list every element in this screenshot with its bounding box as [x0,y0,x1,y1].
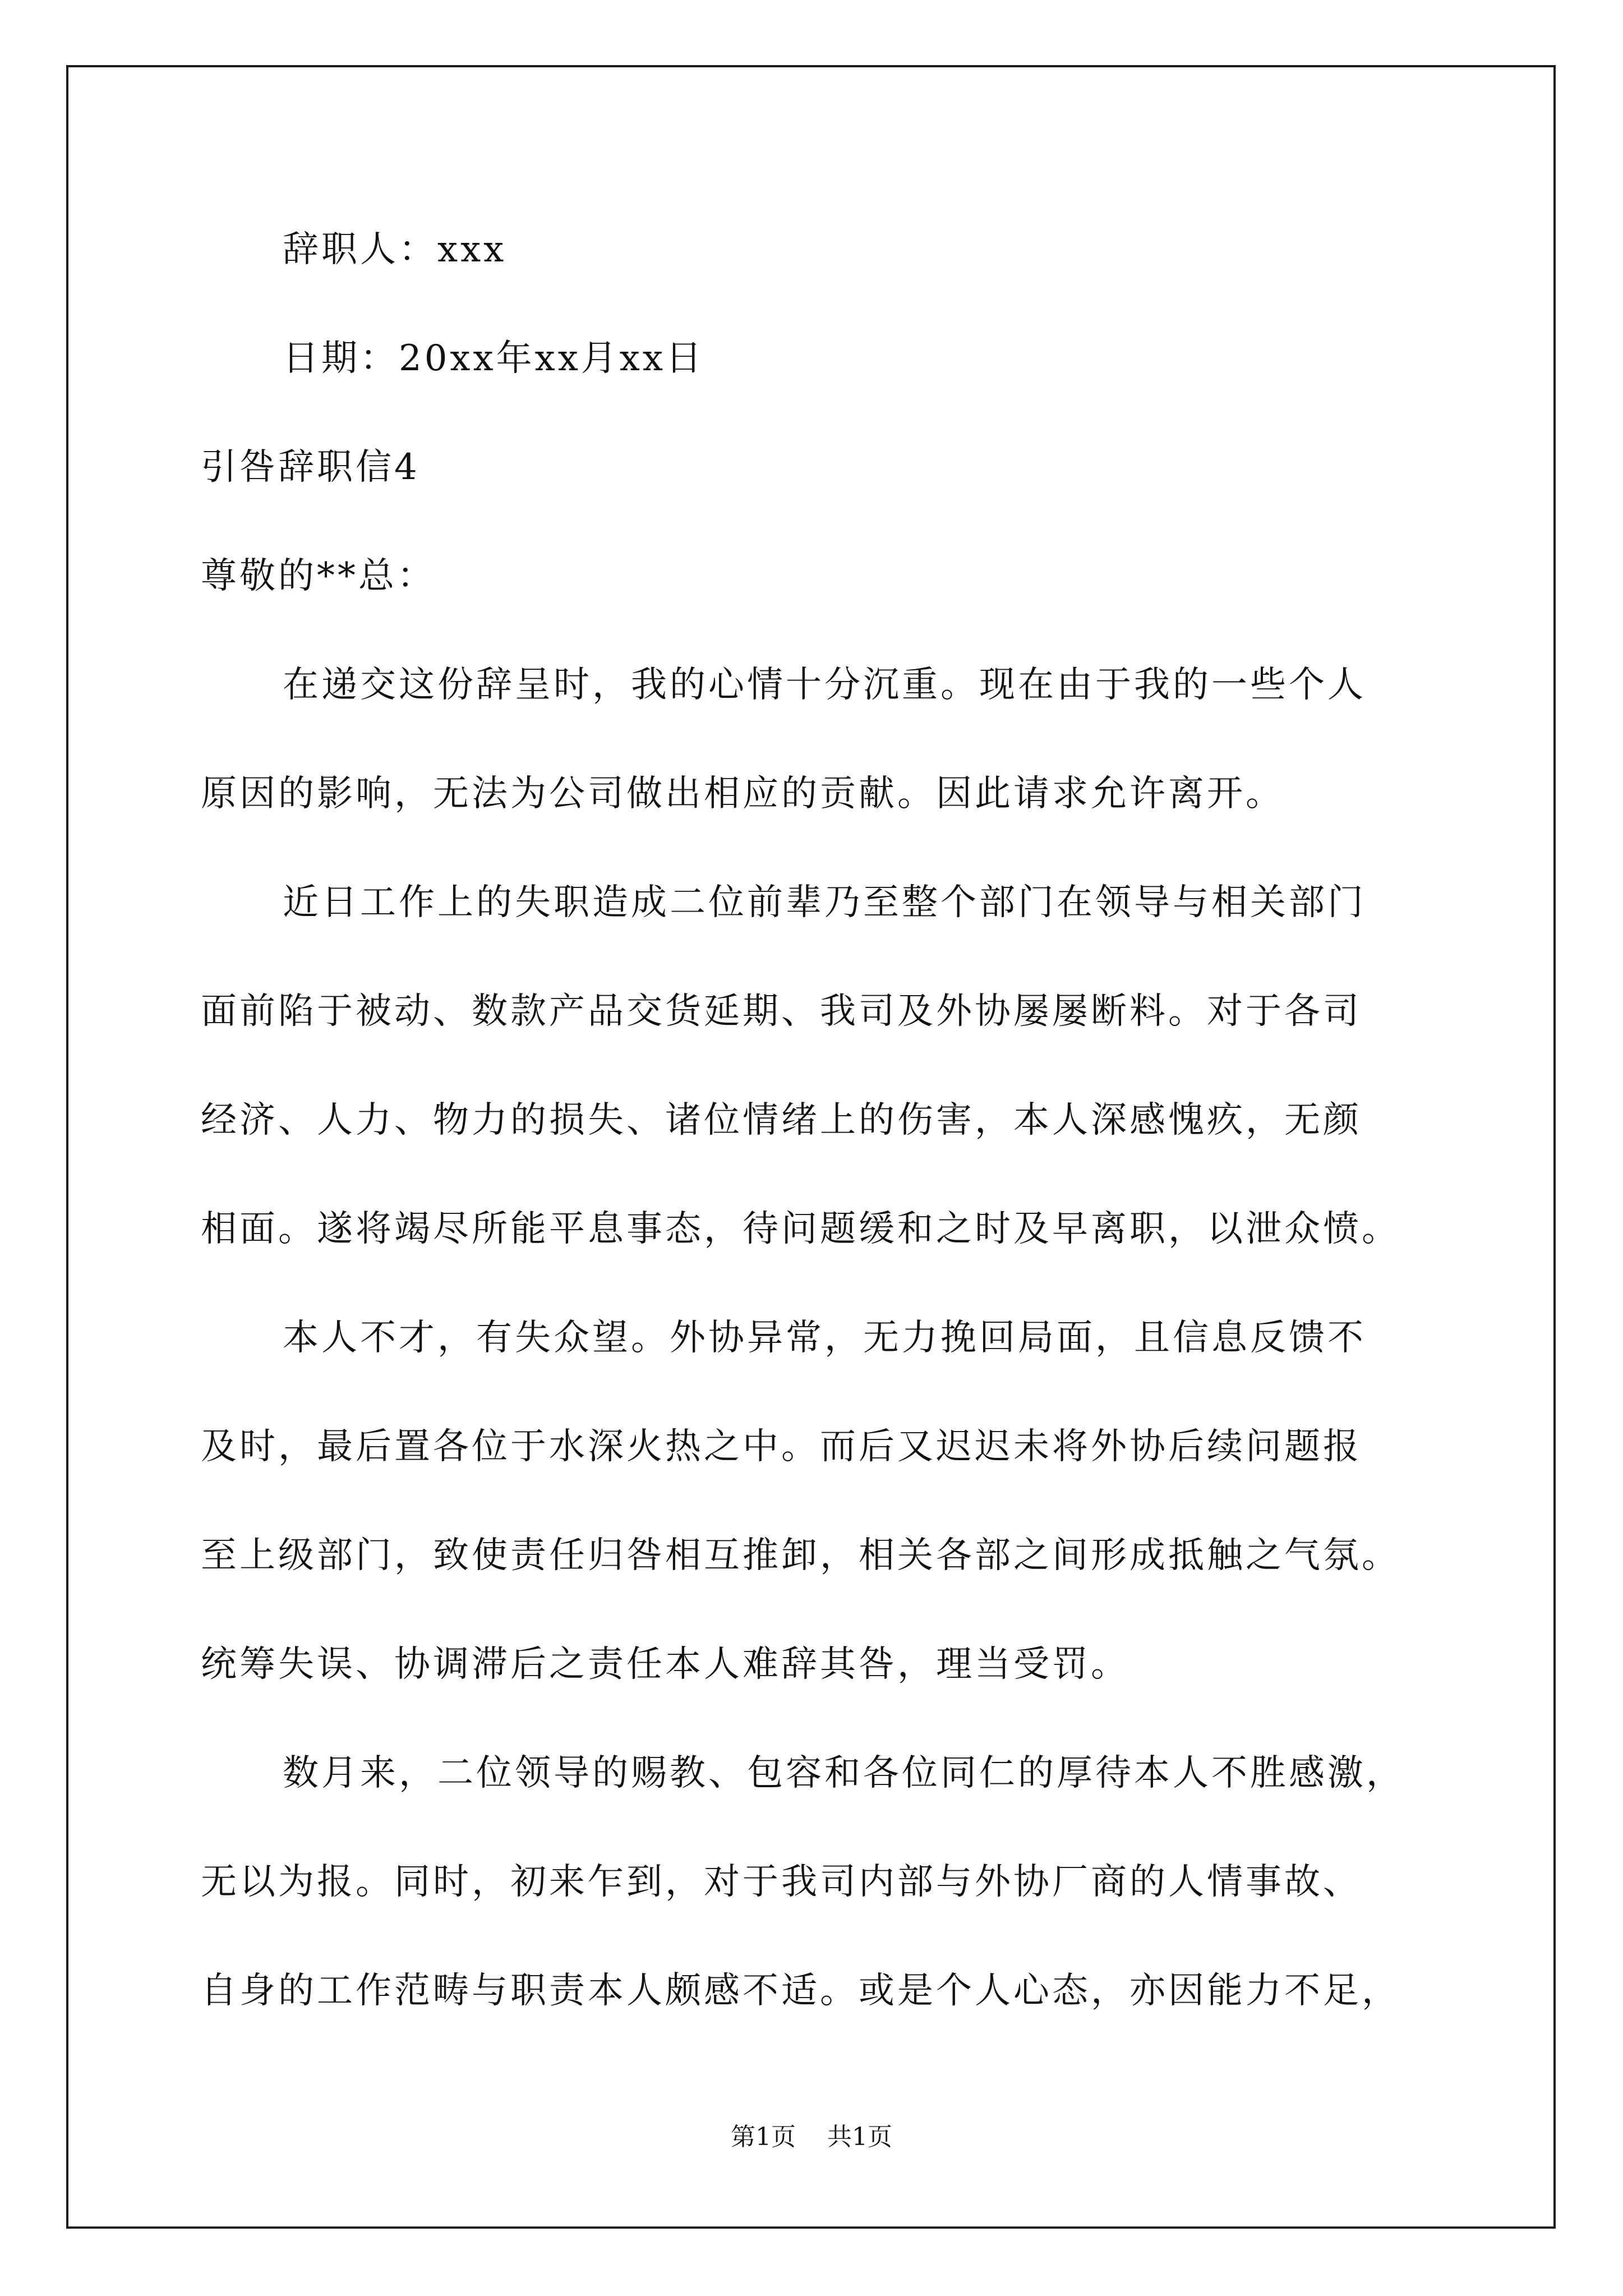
paragraph-line: 数月来，二位领导的赐教、包容和各位同仁的厚待本人不胜感激， [283,1752,1405,1794]
paragraph-line: 面前陷于被动、数款产品交货延期、我司及外协屡屡断料。对于各司 [201,991,1362,1032]
paragraph-line: 经济、人力、物力的损失、诸位情绪上的伤害，本人深感愧疚，无颜 [201,1099,1362,1141]
salutation: 尊敬的**总： [201,555,436,597]
paragraph-line: 无以为报。同时，初来乍到，对于我司内部与外协厂商的人情事故、 [201,1861,1362,1903]
paragraph-line: 及时，最后置各位于水深火热之中。而后又迟迟未将外协后续问题报 [201,1426,1362,1467]
paragraph-line: 自身的工作范畴与职责本人颇感不适。或是个人心态，亦因能力不足， [201,1970,1400,2012]
paragraph-line: 近日工作上的失职造成二位前辈乃至整个部门在领导与相关部门 [283,882,1366,923]
section-title: 引咎辞职信4 [201,447,420,488]
paragraph-line: 统筹失误、协调滞后之责任本人难辞其咎，理当受罚。 [201,1644,1129,1685]
date-line: 日期：20xx年xx月xx日 [283,338,704,379]
paragraph-line: 本人不才，有失众望。外协异常，无力挽回局面，且信息反馈不 [283,1317,1366,1359]
page-number-current: 第1页 [731,2123,796,2151]
document-body [201,195,1463,2045]
paragraph-line: 在递交这份辞呈时，我的心情十分沉重。现在由于我的一些个人 [283,664,1366,706]
page-footer [0,2120,1623,2154]
signature-line: 辞职人：xxx [283,229,507,270]
paragraph-line: 相面。遂将竭尽所能平息事态，待问题缓和之时及早离职，以泄众愤。 [201,1208,1400,1250]
paragraph-line: 至上级部门，致使责任归咎相互推卸，相关各部之间形成抵触之气氛。 [201,1535,1400,1576]
page-number-total: 共1页 [827,2123,892,2151]
paragraph-line: 原因的影响，无法为公司做出相应的贡献。因此请求允许离开。 [201,773,1284,815]
